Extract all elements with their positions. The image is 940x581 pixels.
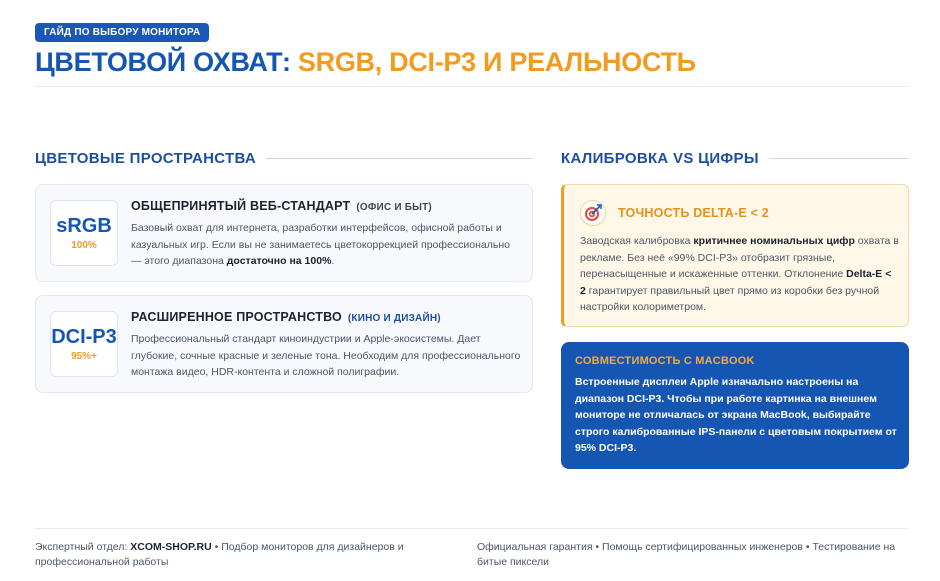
- delta-e-note-title: ТОЧНОСТЬ DELTA-E < 2: [618, 206, 769, 220]
- note-bold-1: критичнее номинальных цифр: [693, 235, 855, 247]
- section-title-calibration-text: КАЛИБРОВКА VS ЦИФРЫ: [561, 150, 759, 167]
- dci-p3-card-text: Профессиональный стандарт киноиндустрии и Apple-экосистемы. Дает глубокие, сочные красные и зеленые тона. Необходим для профессионального монтажа видео, HDR-контента и сложной полиграфии.: [131, 333, 521, 378]
- footer-divider: [35, 528, 908, 529]
- section-title-color-spaces: [35, 150, 533, 167]
- footer-right: Официальная гарантия • Помощь сертифицированных инженеров • Тестирование на битые пиксели: [477, 541, 896, 568]
- macbook-compat-card: [561, 342, 909, 469]
- srgb-heading-text: ОБЩЕПРИНЯТЫЙ ВЕБ-СТАНДАРТ: [131, 199, 351, 213]
- dci-p3-heading-sub: (КИНО И ДИЗАЙН): [347, 313, 441, 324]
- srgb-text-end: .: [331, 255, 335, 267]
- header-divider: [35, 86, 908, 87]
- footer-left: [35, 540, 435, 569]
- title-part-1: ЦВЕТОВОЙ ОХВАТ:: [35, 47, 291, 77]
- section-title-color-spaces-text: ЦВЕТОВЫЕ ПРОСТРАНСТВА: [35, 150, 257, 167]
- title-part-2: SRGB, DCI-P3 И РЕАЛЬНОСТЬ: [297, 47, 696, 77]
- srgb-text-bold: достаточно на 100%: [226, 255, 332, 267]
- footer-left-rest: • Подбор мониторов для дизайнеров и профессиональной работы: [35, 541, 404, 568]
- srgb-text-main: Базовый охват для интернета, разработки интерфейсов, офисной работы и казуальных игр. Если вы не занимаетесь цветокоррекцией профессионально — этого диапазона: [131, 222, 510, 267]
- dci-p3-card-body: [131, 310, 523, 381]
- srgb-logo-value: 100%: [71, 240, 97, 251]
- srgb-logo: [50, 200, 118, 266]
- dci-p3-card-heading: [131, 310, 523, 324]
- card-srgb: [35, 184, 533, 282]
- dci-p3-logo: [50, 311, 118, 377]
- delta-e-note: [561, 184, 909, 327]
- guide-badge: ГАЙД ПО ВЫБОРУ МОНИТОРА: [35, 23, 209, 42]
- macbook-compat-title: СОВМЕСТИМОСТЬ С MACBOOK: [575, 355, 755, 367]
- dci-p3-logo-name: DCI-P3: [51, 326, 117, 348]
- mac-bold-1: от 95% DCI-P3: [575, 425, 897, 454]
- page-header: [35, 22, 908, 77]
- section-divider: [266, 158, 533, 159]
- srgb-card-heading: [131, 199, 523, 213]
- delta-e-note-text: [580, 233, 900, 316]
- srgb-card-text: [131, 220, 523, 270]
- mac-text-1: Встроенные дисплеи Apple изначально настроены на диапазон DCI-P3. Чтобы при работе картинка на внешнем мониторе не отличалась от экрана MacBook, выбирайте строго калиброванные IPS-панели с цветовым покрытием: [575, 376, 886, 438]
- target-icon: [580, 200, 606, 226]
- delta-e-note-header: [580, 200, 769, 226]
- section-divider: [769, 158, 909, 159]
- footer-brand-link[interactable]: XCOM-SHOP.RU: [130, 541, 212, 553]
- page-title: [35, 47, 908, 77]
- mac-text-2: .: [633, 442, 637, 454]
- note-bold-2: Delta-E < 2: [580, 268, 892, 297]
- note-text-3: гарантирует правильный цвет прямо из коробки без ручной настройки колориметром.: [580, 284, 880, 313]
- srgb-card-body: [131, 199, 523, 270]
- dci-p3-heading-text: РАСШИРЕННОЕ ПРОСТРАНСТВО: [131, 310, 342, 324]
- note-text-1: Заводская калибровка: [580, 235, 694, 247]
- section-title-calibration: [561, 150, 909, 167]
- footer-left-prefix: Экспертный отдел:: [35, 541, 131, 553]
- dci-p3-logo-value: 95%+: [71, 351, 97, 362]
- card-dci-p3: [35, 295, 533, 393]
- macbook-compat-text: [575, 374, 897, 457]
- srgb-logo-name: sRGB: [56, 215, 112, 237]
- note-text-2: охвата в рекламе. Без неё «99% DCI-P3» отобразит грязные, перенасыщенные и искаженные оттенки. Отклонение: [580, 235, 899, 280]
- srgb-heading-sub: (ОФИС И БЫТ): [356, 202, 432, 213]
